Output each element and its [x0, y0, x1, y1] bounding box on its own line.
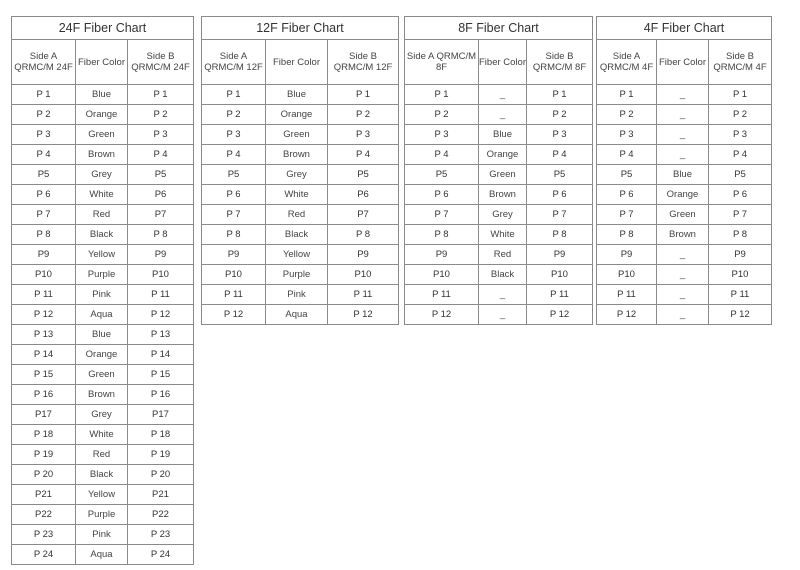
fiber-color-cell: Red	[76, 445, 128, 465]
side-b-port-cell: P 7	[709, 205, 772, 225]
side-b-port-cell: P 12	[328, 305, 399, 325]
table-row	[405, 245, 593, 265]
table-row	[12, 385, 194, 405]
table-row	[12, 265, 194, 285]
table-row	[12, 485, 194, 505]
side-a-header: Side A QRMC/M 12F	[202, 40, 266, 85]
table-row	[405, 265, 593, 285]
side-b-port-cell: P 11	[527, 285, 593, 305]
side-b-port-cell: P 11	[709, 285, 772, 305]
fiber-color-cell: _	[657, 105, 709, 125]
fiber-color-cell: Green	[266, 125, 328, 145]
fiber-color-cell: White	[266, 185, 328, 205]
table-row	[202, 85, 399, 105]
table-row	[405, 125, 593, 145]
fiber-color-cell: Black	[266, 225, 328, 245]
table-row	[12, 305, 194, 325]
fiber-color-header: Fiber Color	[657, 40, 709, 85]
side-a-port-cell: P 19	[12, 445, 76, 465]
side-a-port-cell: P 4	[12, 145, 76, 165]
fiber-color-cell: _	[657, 305, 709, 325]
side-a-port-cell: P 7	[202, 205, 266, 225]
fiber-color-cell: _	[657, 265, 709, 285]
fiber-color-cell: Blue	[76, 325, 128, 345]
side-b-header: Side B QRMC/M 24F	[128, 40, 194, 85]
side-b-port-cell: P 1	[328, 85, 399, 105]
side-b-port-cell: P10	[128, 265, 194, 285]
side-b-port-cell: P17	[128, 405, 194, 425]
side-a-port-cell: P 8	[597, 225, 657, 245]
side-b-port-cell: P 4	[709, 145, 772, 165]
table-row	[597, 145, 772, 165]
side-b-port-cell: P5	[328, 165, 399, 185]
fiber-color-cell: Purple	[76, 265, 128, 285]
table-row	[597, 265, 772, 285]
side-a-port-cell: P 12	[405, 305, 479, 325]
side-a-port-cell: P 7	[12, 205, 76, 225]
side-b-port-cell: P 2	[527, 105, 593, 125]
side-b-port-cell: P 16	[128, 385, 194, 405]
fiber-color-cell: Aqua	[76, 305, 128, 325]
fiber-color-cell: Pink	[76, 285, 128, 305]
side-a-port-cell: P 11	[202, 285, 266, 305]
fiber-color-cell: Orange	[657, 185, 709, 205]
table-row	[12, 465, 194, 485]
side-b-port-cell: P 3	[527, 125, 593, 145]
table-row	[597, 305, 772, 325]
table-row	[405, 85, 593, 105]
table-row	[202, 305, 399, 325]
side-b-port-cell: P 8	[328, 225, 399, 245]
fiber-color-cell: Orange	[76, 105, 128, 125]
side-a-port-cell: P5	[12, 165, 76, 185]
fiber-color-cell: _	[657, 245, 709, 265]
side-a-port-cell: P 11	[405, 285, 479, 305]
table-row	[12, 405, 194, 425]
fiber-chart-12f	[201, 16, 399, 325]
fiber-color-cell: White	[479, 225, 527, 245]
side-b-port-cell: P7	[128, 205, 194, 225]
table-row	[12, 365, 194, 385]
table-row	[202, 285, 399, 305]
chart-title: 4F Fiber Chart	[597, 17, 772, 40]
side-a-port-cell: P 12	[202, 305, 266, 325]
table-row	[12, 225, 194, 245]
fiber-color-cell: Yellow	[76, 485, 128, 505]
fiber-color-header: Fiber Color	[76, 40, 128, 85]
table-row	[405, 185, 593, 205]
table-row	[202, 125, 399, 145]
fiber-color-cell: _	[657, 285, 709, 305]
side-a-port-cell: P 2	[12, 105, 76, 125]
side-b-port-cell: P 11	[328, 285, 399, 305]
side-a-port-cell: P 1	[405, 85, 479, 105]
fiber-color-cell: Yellow	[266, 245, 328, 265]
side-b-port-cell: P9	[709, 245, 772, 265]
side-a-port-cell: P 15	[12, 365, 76, 385]
fiber-color-cell: Black	[76, 225, 128, 245]
side-b-port-cell: P 24	[128, 545, 194, 565]
side-b-port-cell: P 19	[128, 445, 194, 465]
table-row	[597, 205, 772, 225]
table-row	[12, 105, 194, 125]
side-b-port-cell: P 14	[128, 345, 194, 365]
table-row	[405, 305, 593, 325]
side-a-port-cell: P 1	[202, 85, 266, 105]
side-a-port-cell: P5	[597, 165, 657, 185]
side-b-port-cell: P 11	[128, 285, 194, 305]
table-row	[12, 165, 194, 185]
side-b-port-cell: P 4	[128, 145, 194, 165]
chart-body	[597, 85, 772, 325]
side-a-port-cell: P 1	[597, 85, 657, 105]
fiber-color-cell: Red	[76, 205, 128, 225]
fiber-color-cell: Green	[657, 205, 709, 225]
table-row	[12, 85, 194, 105]
side-a-port-cell: P17	[12, 405, 76, 425]
side-a-port-cell: P 6	[405, 185, 479, 205]
side-a-port-cell: P 3	[597, 125, 657, 145]
fiber-color-cell: _	[657, 145, 709, 165]
chart-body	[12, 85, 194, 565]
fiber-chart-4f	[596, 16, 772, 325]
table-row	[202, 265, 399, 285]
fiber-color-cell: _	[657, 85, 709, 105]
fiber-chart-24f	[11, 16, 194, 565]
side-a-port-cell: P 4	[597, 145, 657, 165]
side-a-port-cell: P 20	[12, 465, 76, 485]
side-a-port-cell: P 8	[12, 225, 76, 245]
fiber-color-cell: Purple	[266, 265, 328, 285]
fiber-color-cell: Orange	[266, 105, 328, 125]
side-a-port-cell: P 3	[12, 125, 76, 145]
side-a-port-cell: P 3	[405, 125, 479, 145]
side-a-header: Side A QRMC/M 24F	[12, 40, 76, 85]
side-b-port-cell: P21	[128, 485, 194, 505]
fiber-color-cell: Brown	[76, 385, 128, 405]
side-b-port-cell: P 18	[128, 425, 194, 445]
side-b-port-cell: P7	[328, 205, 399, 225]
side-b-port-cell: P 4	[328, 145, 399, 165]
chart-title: 12F Fiber Chart	[202, 17, 399, 40]
side-a-port-cell: P10	[405, 265, 479, 285]
side-a-port-cell: P 12	[597, 305, 657, 325]
chart-title: 24F Fiber Chart	[12, 17, 194, 40]
side-a-port-cell: P9	[405, 245, 479, 265]
side-b-port-cell: P10	[328, 265, 399, 285]
fiber-color-cell: _	[479, 285, 527, 305]
fiber-chart-8f	[404, 16, 593, 325]
table-row	[597, 245, 772, 265]
side-b-port-cell: P 3	[328, 125, 399, 145]
side-b-port-cell: P9	[527, 245, 593, 265]
fiber-color-cell: White	[76, 425, 128, 445]
table-row	[405, 225, 593, 245]
side-a-port-cell: P10	[12, 265, 76, 285]
chart-body	[405, 85, 593, 325]
table-row	[12, 145, 194, 165]
fiber-color-cell: Green	[76, 365, 128, 385]
side-a-port-cell: P 4	[405, 145, 479, 165]
side-a-port-cell: P 8	[202, 225, 266, 245]
side-b-port-cell: P22	[128, 505, 194, 525]
side-a-port-cell: P 13	[12, 325, 76, 345]
side-b-port-cell: P 6	[527, 185, 593, 205]
table-row	[597, 185, 772, 205]
fiber-color-cell: Grey	[76, 405, 128, 425]
side-b-port-cell: P5	[527, 165, 593, 185]
fiber-color-cell: Blue	[479, 125, 527, 145]
side-b-port-cell: P 3	[709, 125, 772, 145]
side-b-header: Side B QRMC/M 4F	[709, 40, 772, 85]
table-row	[405, 165, 593, 185]
fiber-color-cell: Blue	[266, 85, 328, 105]
fiber-color-cell: Orange	[76, 345, 128, 365]
side-a-port-cell: P 23	[12, 525, 76, 545]
side-b-port-cell: P 20	[128, 465, 194, 485]
side-b-port-cell: P 23	[128, 525, 194, 545]
side-b-port-cell: P 8	[709, 225, 772, 245]
table-row	[12, 545, 194, 565]
side-a-port-cell: P 6	[597, 185, 657, 205]
fiber-color-cell: Black	[479, 265, 527, 285]
fiber-color-cell: Aqua	[266, 305, 328, 325]
fiber-color-cell: Grey	[266, 165, 328, 185]
side-b-port-cell: P9	[328, 245, 399, 265]
side-a-port-cell: P5	[405, 165, 479, 185]
table-row	[597, 285, 772, 305]
side-a-port-cell: P22	[12, 505, 76, 525]
fiber-color-cell: White	[76, 185, 128, 205]
chart-body	[202, 85, 399, 325]
fiber-color-cell: Orange	[479, 145, 527, 165]
side-a-port-cell: P 2	[202, 105, 266, 125]
side-b-port-cell: P 2	[128, 105, 194, 125]
side-b-port-cell: P 3	[128, 125, 194, 145]
fiber-color-cell: Brown	[76, 145, 128, 165]
side-b-port-cell: P 7	[527, 205, 593, 225]
side-a-port-cell: P 6	[202, 185, 266, 205]
table-row	[405, 145, 593, 165]
fiber-color-cell: Pink	[266, 285, 328, 305]
chart-title: 8F Fiber Chart	[405, 17, 593, 40]
table-row	[202, 245, 399, 265]
side-a-port-cell: P 2	[405, 105, 479, 125]
side-a-port-cell: P 2	[597, 105, 657, 125]
table-row	[12, 185, 194, 205]
side-b-port-cell: P5	[709, 165, 772, 185]
table-row	[12, 325, 194, 345]
side-a-port-cell: P 12	[12, 305, 76, 325]
side-b-header: Side B QRMC/M 8F	[527, 40, 593, 85]
fiber-color-cell: Brown	[657, 225, 709, 245]
fiber-color-cell: Black	[76, 465, 128, 485]
side-b-port-cell: P6	[128, 185, 194, 205]
side-a-port-cell: P 1	[12, 85, 76, 105]
side-b-header: Side B QRMC/M 12F	[328, 40, 399, 85]
side-b-port-cell: P 1	[128, 85, 194, 105]
table-row	[597, 165, 772, 185]
table-row	[202, 105, 399, 125]
table-row	[12, 285, 194, 305]
fiber-color-cell: _	[479, 85, 527, 105]
table-row	[12, 205, 194, 225]
side-a-port-cell: P 16	[12, 385, 76, 405]
side-b-port-cell: P5	[128, 165, 194, 185]
fiber-color-cell: Brown	[479, 185, 527, 205]
fiber-color-cell: Red	[266, 205, 328, 225]
fiber-color-cell: Yellow	[76, 245, 128, 265]
side-b-port-cell: P 1	[709, 85, 772, 105]
fiber-color-cell: Grey	[76, 165, 128, 185]
table-row	[202, 185, 399, 205]
fiber-color-cell: _	[657, 125, 709, 145]
table-row	[12, 525, 194, 545]
fiber-color-cell: Blue	[76, 85, 128, 105]
table-row	[202, 165, 399, 185]
side-a-port-cell: P 8	[405, 225, 479, 245]
table-row	[12, 445, 194, 465]
fiber-color-cell: Brown	[266, 145, 328, 165]
side-a-port-cell: P9	[12, 245, 76, 265]
side-a-port-cell: P 6	[12, 185, 76, 205]
side-a-port-cell: P 7	[405, 205, 479, 225]
side-b-port-cell: P 13	[128, 325, 194, 345]
side-a-port-cell: P 24	[12, 545, 76, 565]
table-row	[597, 125, 772, 145]
side-a-port-cell: P10	[202, 265, 266, 285]
side-a-header: Side A QRMC/M 4F	[597, 40, 657, 85]
side-b-port-cell: P6	[328, 185, 399, 205]
table-row	[202, 205, 399, 225]
side-a-port-cell: P 3	[202, 125, 266, 145]
fiber-color-cell: Blue	[657, 165, 709, 185]
fiber-color-cell: Aqua	[76, 545, 128, 565]
side-b-port-cell: P 12	[709, 305, 772, 325]
side-a-port-cell: P 4	[202, 145, 266, 165]
table-row	[597, 85, 772, 105]
side-a-port-cell: P21	[12, 485, 76, 505]
fiber-color-header: Fiber Color	[266, 40, 328, 85]
side-a-port-cell: P 18	[12, 425, 76, 445]
fiber-color-cell: Green	[479, 165, 527, 185]
side-a-port-cell: P 7	[597, 205, 657, 225]
fiber-color-cell: Pink	[76, 525, 128, 545]
table-row	[12, 425, 194, 445]
fiber-color-cell: Purple	[76, 505, 128, 525]
side-a-port-cell: P9	[597, 245, 657, 265]
side-b-port-cell: P 4	[527, 145, 593, 165]
table-row	[202, 225, 399, 245]
side-b-port-cell: P 1	[527, 85, 593, 105]
side-b-port-cell: P 2	[709, 105, 772, 125]
side-a-port-cell: P9	[202, 245, 266, 265]
table-row	[12, 125, 194, 145]
side-b-port-cell: P9	[128, 245, 194, 265]
fiber-color-cell: Red	[479, 245, 527, 265]
side-b-port-cell: P 15	[128, 365, 194, 385]
side-a-port-cell: P10	[597, 265, 657, 285]
table-row	[405, 105, 593, 125]
fiber-color-cell: _	[479, 305, 527, 325]
side-a-port-cell: P 11	[12, 285, 76, 305]
side-b-port-cell: P 2	[328, 105, 399, 125]
side-b-port-cell: P10	[709, 265, 772, 285]
table-row	[12, 245, 194, 265]
fiber-color-cell: Grey	[479, 205, 527, 225]
fiber-color-cell: Green	[76, 125, 128, 145]
table-row	[405, 285, 593, 305]
table-row	[12, 345, 194, 365]
side-a-port-cell: P 14	[12, 345, 76, 365]
side-b-port-cell: P 12	[527, 305, 593, 325]
table-row	[597, 105, 772, 125]
table-row	[597, 225, 772, 245]
side-a-header: Side A QRMC/M 8F	[405, 40, 479, 85]
side-b-port-cell: P 6	[709, 185, 772, 205]
side-a-port-cell: P 11	[597, 285, 657, 305]
table-row	[202, 145, 399, 165]
fiber-color-cell: _	[479, 105, 527, 125]
side-b-port-cell: P 8	[128, 225, 194, 245]
fiber-color-header: Fiber Color	[479, 40, 527, 85]
table-row	[405, 205, 593, 225]
side-b-port-cell: P 8	[527, 225, 593, 245]
side-b-port-cell: P10	[527, 265, 593, 285]
side-a-port-cell: P5	[202, 165, 266, 185]
side-b-port-cell: P 12	[128, 305, 194, 325]
table-row	[12, 505, 194, 525]
